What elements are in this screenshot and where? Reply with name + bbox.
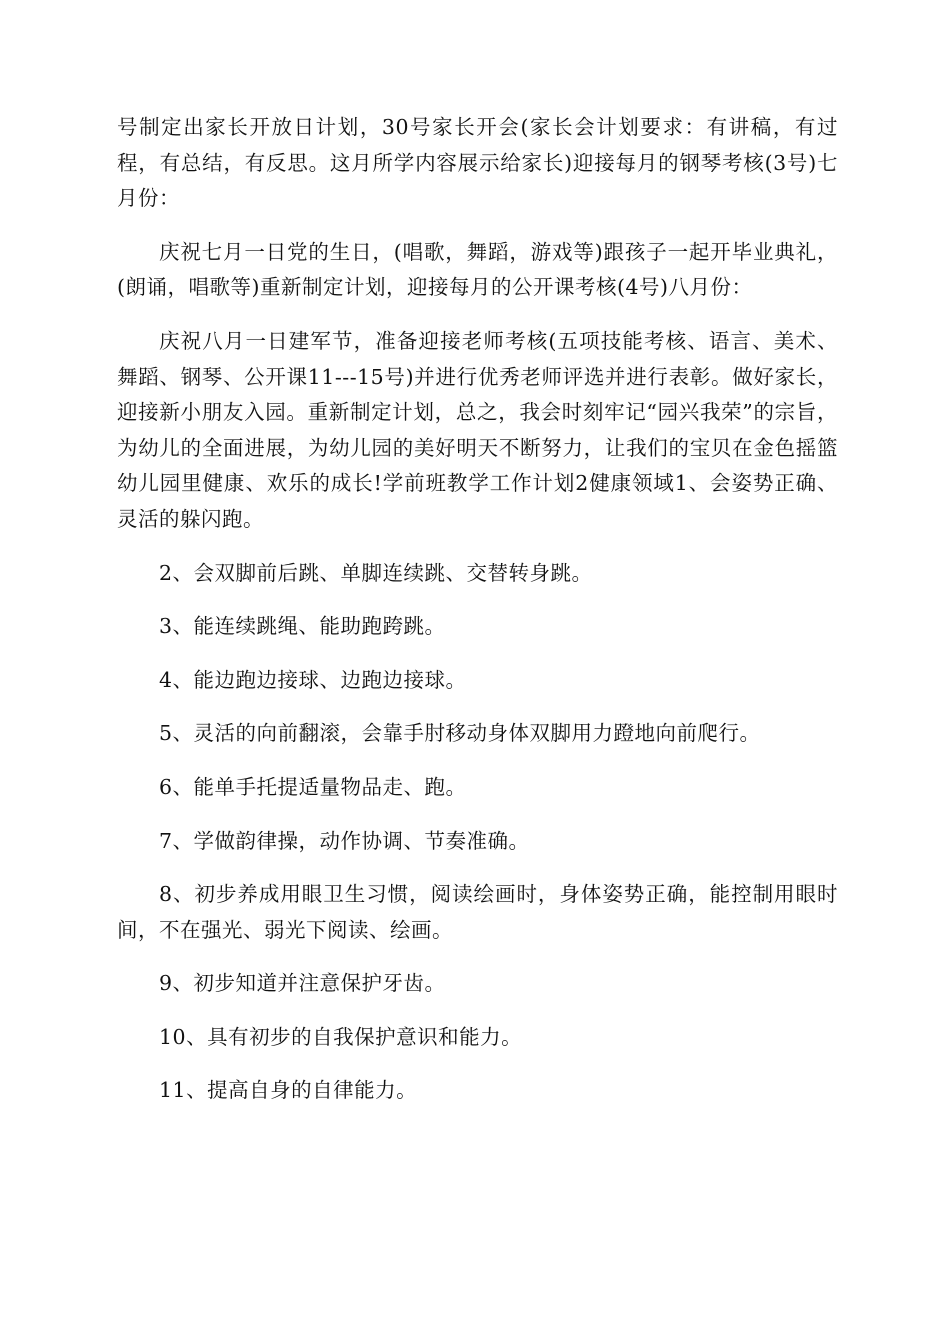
list-item: 9、初步知道并注意保护牙齿。 xyxy=(159,971,446,996)
list-item: 3、能连续跳绳、能助跑跨跳。 xyxy=(159,614,446,639)
paragraph-july-plan: 庆祝七月一日党的生日，(唱歌，舞蹈，游戏等)跟孩子一起开毕业典礼，(朗诵，唱歌等)重新制定计划，迎接每月的公开课考核(4号)八月份： xyxy=(117,239,838,300)
list-item: 7、学做韵律操，动作协调、节奏准确。 xyxy=(159,828,530,853)
list-item: 6、能单手托提适量物品走、跑。 xyxy=(159,774,467,799)
list-item: 10、具有初步的自我保护意识和能力。 xyxy=(159,1024,523,1049)
list-item: 8、初步养成用眼卫生习惯，阅读绘画时，身体姿势正确，能控制用眼时间，不在强光、弱光下阅读、绘画。 xyxy=(117,882,838,942)
paragraph-august-plan: 庆祝八月一日建军节，准备迎接老师考核(五项技能考核、语言、美术、舞蹈、钢琴、公开课11---15号)并进行优秀老师评选并进行表彰。做好家长，迎接新小朋友入园。重新制定计划，总之，我会时刻牢记“园兴我荣”的宗旨，为幼儿的全面进展，为幼儿园的美好明天不断努力，让我们的宝贝在金色摇篮幼儿园里健康、欢乐的成长!学前班教学工作计划2健康领域1、会姿势正确、灵活的躲闪跑。 xyxy=(117,328,838,531)
list-item: 4、能边跑边接球、边跑边接球。 xyxy=(159,667,467,692)
list-item: 11、提高自身的自律能力。 xyxy=(159,1078,418,1103)
list-item: 2、会双脚前后跳、单脚连续跳、交替转身跳。 xyxy=(159,560,593,585)
paragraph-parent-meeting-plan: 号制定出家长开放日计划，30号家长开会(家长会计划要求：有讲稿，有过程，有总结，有反思。这月所学内容展示给家长)迎接每月的钢琴考核(3号)七月份： xyxy=(117,115,838,211)
list-item: 5、灵活的向前翻滚，会靠手肘移动身体双脚用力蹬地向前爬行。 xyxy=(159,721,761,746)
